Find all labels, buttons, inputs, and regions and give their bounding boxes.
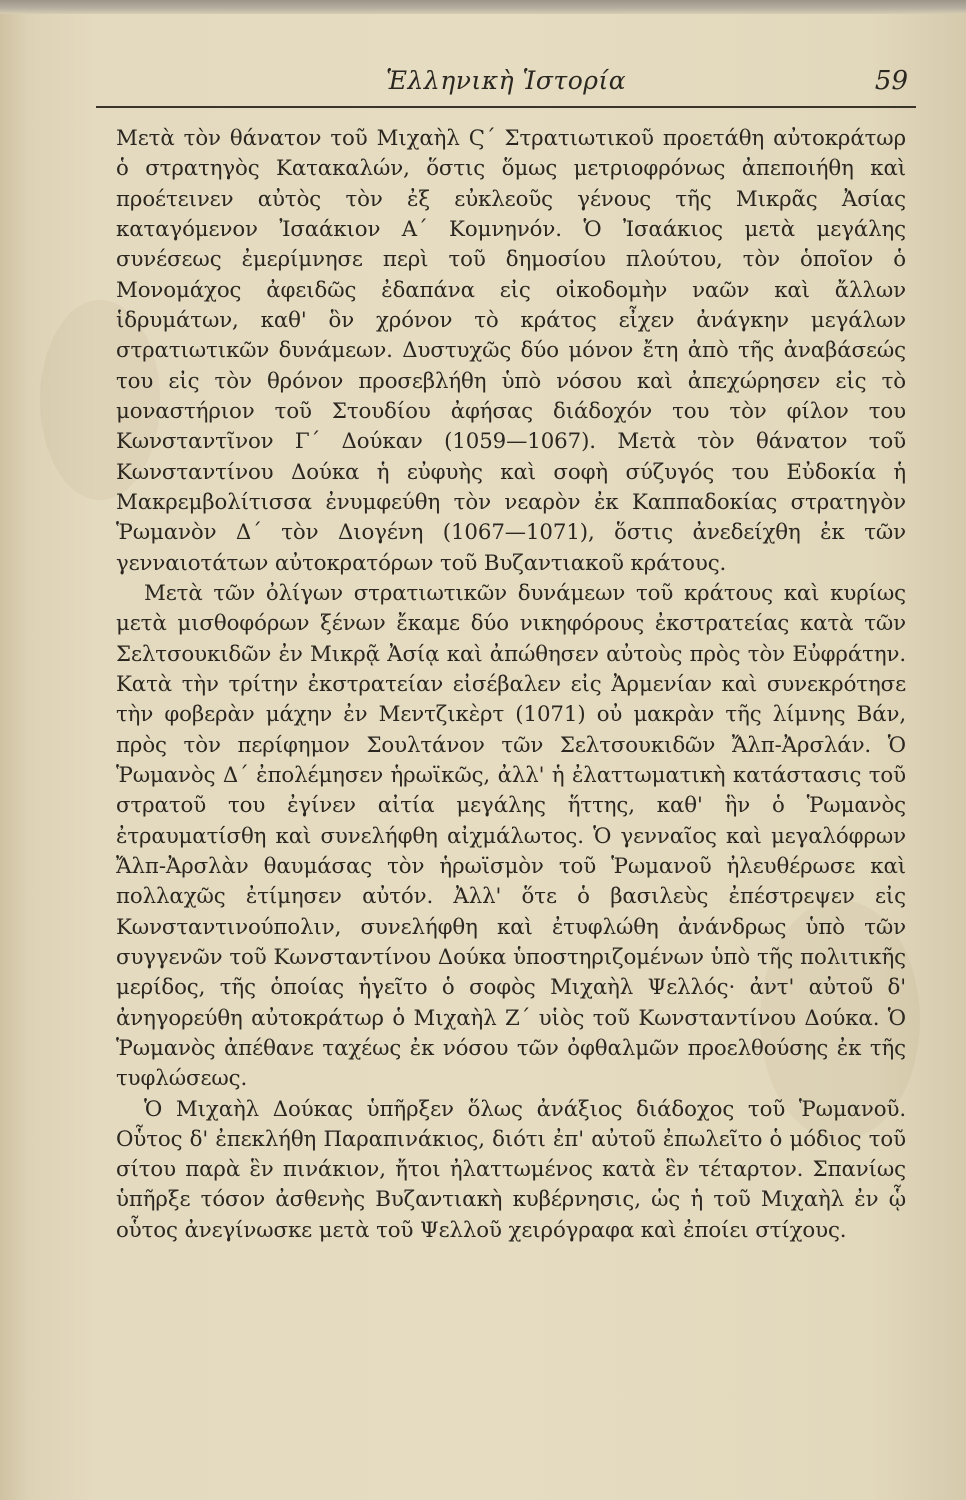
paragraph-1: Μετὰ τὸν θάνατον τοῦ Μιχαὴλ Ϛ΄ Στρατιωτικοῦ προετάθη αὐτοκράτωρ ὁ στρατηγὸς Κατακαλών, ὅστις ὅμως μετριοφρόνως ἀπεποιήθη καὶ προέτεινεν αὐτὸς τὸν ἐξ εὐκλεοῦς γένους τῆς Μικρᾶς Ἀσίας καταγόμενον Ἰσαάκιον Α΄ Κομνηνόν. Ὁ Ἰσαάκιος μετὰ μεγάλης συνέσεως ἐμερίμνησε περὶ τοῦ δημοσίου πλούτου, τὸν ὁποῖον ὁ Μονομάχος ἀφειδῶς ἐδαπάνα εἰς οἰκοδομὴν ναῶν καὶ ἄλλων ἱδρυμάτων, καθ' ὃν χρόνον τὸ κράτος εἶχεν ἀνάγκην μεγάλων στρατιωτικῶν δυνάμεων. Δυστυχῶς δύο μόνον ἔτη ἀπὸ τῆς ἀναβάσεώς του εἰς τὸν θρόνον προσεβλήθη ὑπὸ νόσου καὶ ἀπεχώρησεν εἰς τὸ μοναστήριον τοῦ Στουδίου ἀφήσας διάδοχόν του τὸν φίλον του Κωνσταντῖνον Γ΄ Δούκαν (1059—1067). Μετὰ τὸν θάνατον τοῦ Κωνσταντίνου Δούκα ἡ εὐφυὴς καὶ σοφὴ σύζυγός του Εὐδοκία ἡ Μακρεμβολίτισσα ἐνυμφεύθη τὸν νεαρὸν ἐκ Καππαδοκίας στρατηγὸν Ῥωμανὸν Δ΄ τὸν Διογένη (1067—1071), ὅστις ἀνεδείχθη ἐκ τῶν γενναιοτάτων αὐτοκρατόρων τοῦ Βυζαντιακοῦ κράτους. xyxy=(116,126,906,576)
page-top-edge xyxy=(0,0,966,14)
paragraph-3: Ὁ Μιχαὴλ Δούκας ὑπῆρξεν ὅλως ἀνάξιος διάδοχος τοῦ Ῥωμανοῦ. Οὗτος δ' ἐπεκλήθη Παραπινάκιος, διότι ἐπ' αὐτοῦ ἐπωλεῖτο ὁ μόδιος τοῦ σίτου παρὰ ἓν πινάκιον, ἤτοι ἠλαττωμένος κατὰ ἓν τέταρτον. Σπανίως ὑπῆρξε τόσον ἀσθενὴς Βυζαντιακὴ κυβέρνησις, ὡς ἡ τοῦ Μιχαὴλ ἐν ᾧ οὗτος ἀνεγίνωσκε μετὰ τοῦ Ψελλοῦ χειρόγραφα καὶ ἐποίει στίχους. xyxy=(116,1096,906,1243)
header-rule xyxy=(96,106,916,108)
running-head xyxy=(96,66,916,106)
paragraph-2: Μετὰ τῶν ὀλίγων στρατιωτικῶν δυνάμεων τοῦ κράτους καὶ κυρίως μετὰ μισθοφόρων ξένων ἔκαμε δύο νικηφόρους ἐκστρατείας κατὰ τῶν Σελτσουκιδῶν ἐν Μικρᾷ Ἀσίᾳ καὶ ἀπώθησεν αὐτοὺς πρὸς τὸν Εὐφράτην. Κατὰ τὴν τρίτην ἐκστρατείαν εἰσέβαλεν εἰς Ἀρμενίαν καὶ συνεκρότησε τὴν φοβερὰν μάχην ἐν Μεντζικὲρτ (1071) οὐ μακρὰν τῆς λίμνης Βάν, πρὸς τὸν περίφημον Σουλτάνον τῶν Σελτσουκιδῶν Ἄλπ-Ἀρσλάν. Ὁ Ῥωμανὸς Δ΄ ἐπολέμησεν ἡρωϊκῶς, ἀλλ' ἡ ἐλαττωματικὴ κατάστασις τοῦ στρατοῦ του ἐγίνεν αἰτία μεγάλης ἥττης, καθ' ἣν ὁ Ῥωμανὸς ἐτραυματίσθη καὶ συνελήφθη αἰχμάλωτος. Ὁ γενναῖος καὶ μεγαλόφρων Ἄλπ-Ἀρσλὰν θαυμάσας τὸν ἡρωϊσμὸν τοῦ Ῥωμανοῦ ἠλευθέρωσε καὶ πολλαχῶς ἐτίμησεν αὐτόν. Ἀλλ' ὅτε ὁ βασιλεὺς ἐπέστρεψεν εἰς Κωνσταντινούπολιν, συνελήφθη καὶ ἐτυφλώθη ἀνάνδρως ὑπὸ τῶν συγγενῶν τοῦ Κωνσταντίνου Δούκα ὑποστηριζομένων ὑπὸ τῆς πολιτικῆς μερίδος, τῆς ὁποίας ἡγεῖτο ὁ σοφὸς Μιχαὴλ Ψελλός· ἀντ' αὐτοῦ δ' ἀνηγορεύθη αὐτοκράτωρ ὁ Μιχαὴλ Ζ΄ υἱὸς τοῦ Κωνσταντίνου Δούκα. Ὁ Ῥωμανὸς ἀπέθανε ταχέως ἐκ νόσου τῶν ὀφθαλμῶν προελθούσης ἐκ τῆς τυφλώσεως. xyxy=(116,580,906,1092)
page-number: 59 xyxy=(874,66,908,96)
running-head-title: Ἑλληνικὴ Ἱστορία xyxy=(386,66,627,95)
body-text xyxy=(116,124,906,1246)
